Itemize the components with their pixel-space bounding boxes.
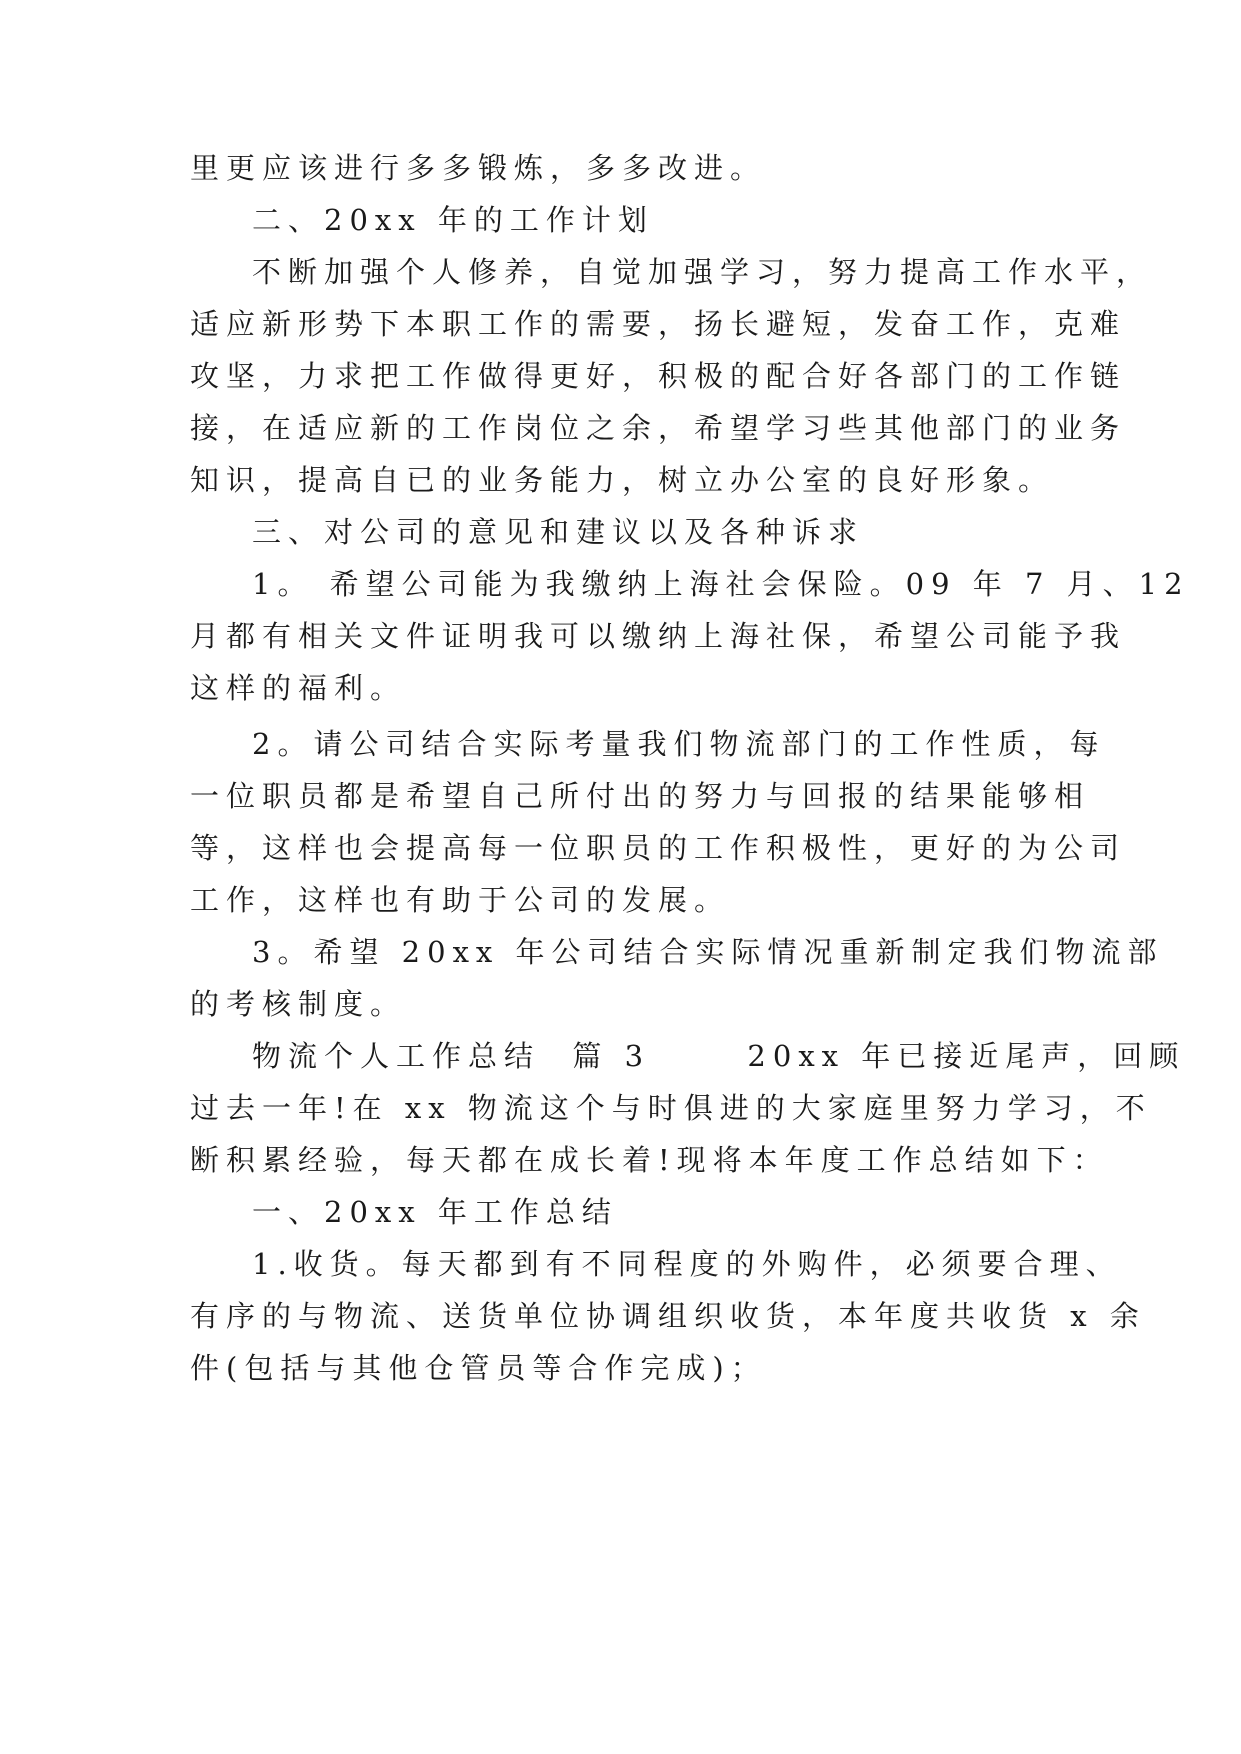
section-heading-suggestions: 三、对公司的意见和建议以及各种诉求 [252,515,865,549]
list-item-3: 3。希望 20xx 年公司结合实际情况重新制定我们物流部 [252,935,1164,969]
paragraph-line: 一位职员都是希望自己所付出的努力与回报的结果能够相 [190,779,1091,813]
paragraph-line: 适应新形势下本职工作的需要，扬长避短，发奋工作，克难 [190,307,1127,341]
article-heading-line: 物流个人工作总结 篇 3 20xx 年已接近尾声，回顾 [252,1039,1186,1073]
paragraph-line: 知识，提高自已的业务能力，树立办公室的良好形象。 [190,463,1055,497]
paragraph-line: 有序的与物流、送货单位协调组织收货，本年度共收货 x 余 [190,1299,1146,1333]
paragraph-line: 断积累经验，每天都在成长着!现将本年度工作总结如下： [190,1143,1109,1177]
paragraph-line: 接，在适应新的工作岗位之余，希望学习些其他部门的业务 [190,411,1127,445]
paragraph-line: 的考核制度。 [190,987,407,1021]
section-heading-plan: 二、20xx 年的工作计划 [252,203,654,237]
paragraph-line: 工作，这样也有助于公司的发展。 [190,883,731,917]
paragraph-line: 过去一年!在 xx 物流这个与时俱进的大家庭里努力学习，不 [190,1091,1152,1125]
paragraph-line: 里更应该进行多多锻炼，多多改进。 [190,151,767,185]
list-item-1: 1。 希望公司能为我缴纳上海社会保险。09 年 7 月、12 [252,567,1190,601]
paragraph-line: 这样的福利。 [190,671,407,705]
paragraph-line: 月都有相关文件证明我可以缴纳上海社保，希望公司能予我 [190,619,1127,653]
list-item-receiving: 1.收货。每天都到有不同程度的外购件，必须要合理、 [252,1247,1122,1281]
section-heading-summary: 一、20xx 年工作总结 [252,1195,618,1229]
paragraph-line: 不断加强个人修养，自觉加强学习，努力提高工作水平， [252,255,1153,289]
paragraph-line: 攻坚，力求把工作做得更好，积极的配合好各部门的工作链 [190,359,1127,393]
paragraph-line: 件(包括与其他仓管员等合作完成)； [190,1351,767,1385]
list-item-2: 2。请公司结合实际考量我们物流部门的工作性质，每 [252,727,1106,761]
paragraph-line: 等，这样也会提高每一位职员的工作积极性，更好的为公司 [190,831,1127,865]
